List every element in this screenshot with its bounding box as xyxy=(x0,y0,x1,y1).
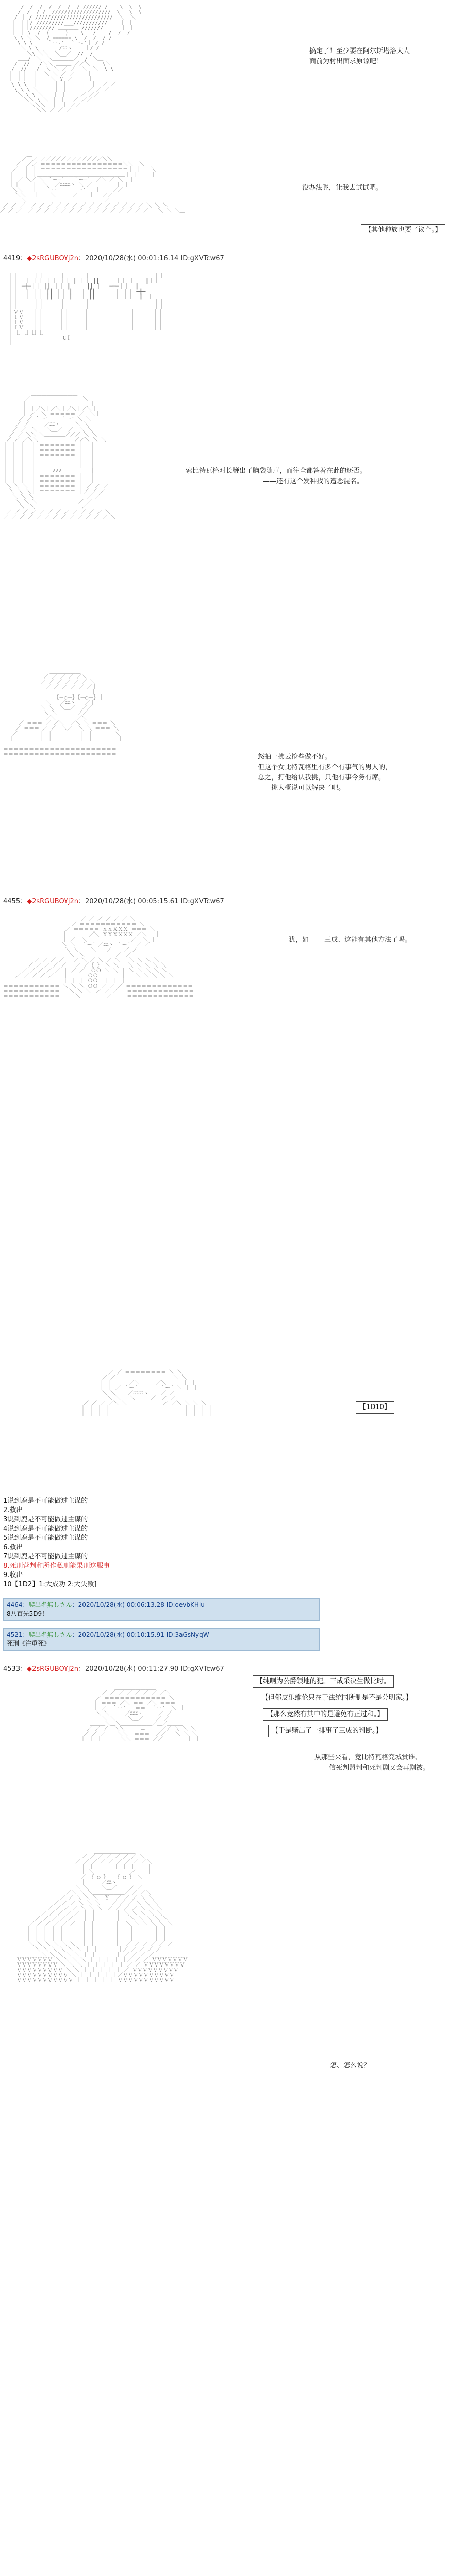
choice-list xyxy=(3,1497,110,1589)
narration-text: 【但邻皮乐维伦只在于法统国所制是不是分明家。】 xyxy=(261,1694,412,1702)
ascii-art-character: ＿＿＿＿＿＿ ／ ／ ／ ／ ／＼ ／ ／ ／ ／ ／ ／ ＼ ｜ ／ ／ ／ ／ ／ ／｜ ｜ ｜ ＿＿＿ ＿＿＿ ｜ ｜ ｜ ｛－○－｝｛－○－｝｜ ｜ ＼ ／ﾆﾆヽ ／｜ ＼ ＼ ＼＿／ ／／ ＼ ＼＿＿＿＿／／ ＿＿＿＿／＼＿＿＿＿／＼＿＿＿＿ ／ ＝＝＝ ／ ／＼ ／＼ ＼ ＝＝＝ ＼ ／ ＝＝＝ ／ ／ ＼／ ＼ ＼ ＝＝＝ ＼ ／ ＝＝＝ ｜ ｜ ＝＝＝＝ ｜ ｜ ＝＝＝ ＼ ｜ ＝＝＝ ｜ ｜ ＝＝＝＝ ｜ ｜ ＝＝＝ ｜ ＝＝＝＝＝＝＝＝＝＝＝＝＝＝＝＝＝＝＝＝＝＝ ＝＝＝＝＝＝＝＝＝＝＝＝＝＝＝＝＝＝＝＝＝＝ ＝＝＝＝＝＝＝＝＝＝＝＝＝＝＝＝＝＝＝＝＝＝ xyxy=(3,669,123,757)
panel-1 xyxy=(0,0,464,144)
dialog-panel-4 xyxy=(258,752,392,793)
dialog-line: ——挑大概说可以解决了吧。 xyxy=(258,784,345,792)
dialog-line: 犹，如 ——三成、这能有其他方法了吗。 xyxy=(289,936,412,944)
dice-text: 【1D10】 xyxy=(359,1403,391,1411)
panel-4 xyxy=(0,665,464,891)
narration-box xyxy=(361,224,445,236)
post-header xyxy=(3,252,224,262)
dice-box xyxy=(356,1401,394,1414)
dialog-panel-5 xyxy=(289,935,411,945)
choice-item: 5说到鹿是不可能做过主谋的 xyxy=(3,1534,88,1542)
ascii-art-character: ＿＿＿＿＿＿＿＿ ／ ／ ／ ／ ／ ／ ／ ／＼ ／ ＝＝＝＝＝＝＝＝＝＝＝＝ ＼ ｜ ＝＝＝ ／＼ ＝＝ ／＼ ＝＝＝ ｜ ｜ ／ ｀ー´ ＝＝ ｀ー´ ＼ ｜ ＼ ＼ ／ﾆﾆﾆヽ ／ ／ ＼ ＼ ＼＿／ ／ ／ ＿＿＿＼＿＼＿＿＿＿＿＿／＿／＿＿＿ ／ ／ ／ ＼＼ ＝ ／／ ＼ ＼ ＼ ／ ／ ／ ＼＼ ＝＝＝ ／／ ＼ ＼ ＼ ｜ ｜ ｜ ＼＼ ＝＝＝ ／／ ｜ ｜ ｜ xyxy=(80,1685,201,1742)
post-number: 4533： xyxy=(3,1665,27,1673)
dialog-panel-2 xyxy=(289,183,383,193)
post-meta: ：2020/10/28(水) 00:11:27.90 ID:gXVTcw67 xyxy=(78,1665,224,1673)
narration-box xyxy=(263,1708,388,1721)
ascii-art-character: ＿＿＿＿＿＿ ／ ／ ／ ／ ／ ／ ＼ ／ ＝＝＝＝＝＝＝＝＝＝＝ ＼ ／ ＝＝＝＝＝ ｘｘＸＸＸ ＝＝＝ ＼ ｜ ＝＝＝ ／＼ ＸＸＸＸＸＸ ／＼ ＝｜ ｜ ／ ＼ ＝＝＝＝＝ ／ ＼ ｜ ＼ ＼ ｀ー´ ／ﾆﾆヽ ｀ー´ ／ ／ ＼ ＼ ＼＿＿／ ／ ／ ＿＿＿＿＿＼＿＼＿＿＿＿＿＿／＿／＿＿＿＿＿ ／ ／ ／ ／ ／ ＼ ／ ＼ ／ ＼ ＼ ＼ ＼ ＼ ／ ／ ／ ／ ／ ／ ／｛ ｝ ＼ ＼ ＼ ＼ ＼ ＼ ＼ ／ ／ ／ ／ ／ ｜ ／ ／ ＯＯ ＼ ＼ ｜ ＼ ＼ ＼ ＼ ＼ ／ ／ ／ ／ ／ ｜ ｜ ｜ ＯＯ ｜ ｜ ｜ ＼ ＼ ＼ ＼ ＼ ＝＝＝＝＝＝＝＝＝＝＝ ｜ ｜ ｜ ＯＯ ｜ ｜ ｜ ＝＝＝＝＝＝＝＝＝＝＝＝＝ ＝＝＝＝＝＝＝＝＝＝＝ ＼ ＼ ＼ ＯＯ ／ ／ ／ ＝＝＝＝＝＝＝＝＝＝＝＝＝ ＝＝＝＝＝＝＝＝＝＝＝ ＼ ＼ ＼＿／ ／ ／ ＝＝＝＝＝＝＝＝＝＝＝＝＝ ＝＝＝＝＝＝＝＝＝＝＝ ＼＿＿＿＿＿／ ＝＝＝＝＝＝＝＝＝＝＝＝＝ xyxy=(3,911,196,999)
post-author: ◆2sRGUBOYj2n xyxy=(27,255,79,262)
dialog-panel-7 xyxy=(314,1753,429,1773)
ascii-art-character: ＿＿＿＿＿＿＿＿ ／ ／ ／ ／ ／ ／ ／ ＼ ／ ／ ／ ／ ／ ／ ／ ／ ／＼ ｜ ｜ ｜ ｜ ｜ ｜ ｜ ｜ ｜ ｜ ｜ ｜ ＼＿＿＿＿＿＿＿／ ｜ ｜ ｜ ／ ｛ ○ ｝ ｛ ○ ｝ ＼ ｜ ｜ ｜ ／ﾆﾆヽ ｜ ｜ ＼ ＼ ＼＿／ ／ ／ ／＼ ＼ ＼＿＿＿＿＿＿／ ／ ／＼ ／ ／ ＼ ＼ ＼ Ｙ ／ ／ ／ ＼ ＼ ／ ／ ／ ＼ ＼ ＼ ｜ ／ ／ ／ ＼ ＼ ＼ ／ ／ ／ ／ ＼ ＼ ＼｜／ ／ ／ ／ ＼ ＼ ＼ ／ ／ ／ ／ ／ ｜ ｜ ｜ ｜ ｜ ＼ ＼ ＼ ＼ ＼ ／ ／ ／ ／ ／ ｜ ｜ ｜ ｜ ｜ ＼ ＼ ＼ ＼ ＼ ／ ／ ／ ／ ／ ／ ｜ ｜ ｜ ｜ ｜ ＼ ＼ ＼ ＼ ＼ ＼ ｜ ｜ ｜ ｜ ｜ ｜ ｜ ｜ ｜ ｜ ｜ ｜ ｜ ｜ ｜ ｜ ｜ ｜ ｜ ｜ ｜ ｜ ｜ ｜ ｜ ｜ ｜ ｜ ｜ ｜ ｜ ｜ ｜ ｜ ｜ ｜ ｜ ｜ ｜ ｜ ｜ ｜ ｜ ｜ ｜ ｜ ｜ ｜ ｜ ｜ ｜ ＼ ＼ ＼ ＼ ＼ ＼ ｜ ｜ ｜ ｜ ｜ ／ ／ ／ ／ ／ ／ ＼ ＼ ＼ ＼ ＼ ＼ ｜ ｜ ｜ ｜ ｜／ ／ ／ ／ ／ ＼ ＼ ＼ ＼ ＼ ｜ ｜ ｜ ｜ ｜ ／ ／ ／ ／ ＶＶＶＶＶＶＶ ＼ ＼ ＼ ＼ ｜ ｜ ｜ ｜ ｜／ ／ ／ ＶＶＶＶＶＶＶ ＶＶＶＶＶＶＶＶ ＼ ＼ ＼ ｜ ｜ ｜ ｜ ｜ ／ ／ ＶＶＶＶＶＶＶＶ ＶＶＶＶＶＶＶＶＶ ＼ ＼ ｜ ｜ ｜ ｜ ｜ ／ ＶＶＶＶＶＶＶＶＶ ＶＶＶＶＶＶＶＶＶＶ ＼ ｜ ｜ ｜ ｜ ｜／ＶＶＶＶＶＶＶＶＶＶ ＶＶＶＶＶＶＶＶＶＶＶ ｜ ｜ ｜ ｜ ｜ ＶＶＶＶＶＶＶＶＶＶＶ xyxy=(16,1849,188,1984)
choice-dice-rule: 10【1D2】1:大成功 2:大失败] xyxy=(3,1581,97,1588)
dialog-line: 从那些来看，竟比特瓦格究城赏谁、 xyxy=(314,1754,422,1761)
dialog-line: ——没办法呢，让我去试试吧。 xyxy=(289,184,383,192)
narration-text: 【其他种族也要了议个。】 xyxy=(364,226,442,234)
dialog-line: 怒抽一拂云抢些做不好。 xyxy=(258,753,332,761)
post-author: ◆2sRGUBOYj2n xyxy=(27,1665,79,1673)
dialog-line: 信死判盟判和死判剧又会再剧被。 xyxy=(329,1764,430,1772)
choice-item: 9.收出 xyxy=(3,1571,23,1579)
quote-author: 爬出名無しさん xyxy=(28,1601,72,1608)
quote-meta: ：2020/10/28(水) 00:10:15.91 ID:3aGsNyqW xyxy=(72,1631,209,1638)
narration-text: 【那么竟然有其中的是避免有正过和。】 xyxy=(267,1710,384,1718)
dialog-line: ——还有这个发种找的遭恶混名。 xyxy=(263,478,364,485)
choice-item: 7说到鹿是不可能做过主谋的 xyxy=(3,1553,88,1561)
dialog-panel-8 xyxy=(330,2061,370,2071)
choice-item: 4说到鹿是不可能做过主谋的 xyxy=(3,1525,88,1533)
narration-box xyxy=(253,1675,394,1688)
post-header xyxy=(3,895,224,905)
post-header xyxy=(3,1663,224,1673)
choice-item: 1说到鹿是不可能做过主谋的 xyxy=(3,1497,88,1505)
quote-meta: ：2020/10/28(水) 00:06:13.28 ID:oevbKHiu xyxy=(72,1601,205,1608)
panel-2 xyxy=(0,147,464,250)
dialog-line: 面前为村出面求原谅吧！ xyxy=(309,58,384,65)
post-number: 4419： xyxy=(3,255,27,262)
dialog-line: 搞定了！至少要在阿尔斯塔洛大人 xyxy=(309,47,410,55)
panel-5 xyxy=(0,907,464,1195)
post-meta: ：2020/10/28(水) 00:01:16.14 ID:gXVTcw67 xyxy=(78,255,224,262)
choice-item: 6.救出 xyxy=(3,1544,23,1551)
choice-item-highlight: 8.死刑营判和所作私刑能果刑这服事 xyxy=(3,1562,110,1570)
narration-text: 【于是赌出了一排事了三成的判断。】 xyxy=(272,1727,383,1735)
dialog-panel-1 xyxy=(309,46,410,67)
quote-author: 爬出名無しさん xyxy=(28,1631,72,1638)
quoted-post xyxy=(3,1628,320,1651)
ascii-art-character: ＿＿＿＿＿＿＿＿ ／ ／ ＝＝＝＝＝＝＝＝ ＼ ＼ ／ ／ ＝＝＝＝＝＝＝＝＝＝ ＼ ＼ ｜ ｜ ＝＝ ／＼ ＝＝ ／＼ ＝＝ ｜ ｜ ｜ ｜ ／ ｀ー´ ＝＝ ｀ー´ ＼ ｜ ｜ ＼ ＼ ／ﾆﾆﾆﾆヽ ／ ／ ＿＿＿＿＼ ＼ ＼＿＿＿／ ／ ／＿＿＿＿ ／ ／ ／ ／＼ ＼＿＿＿＿＿＿＿／ ／＼ ＼ ＼ ＼ ｜ ｜ ｜ ｜ ＝＝＝＝＝＝＝＝＝＝＝＝＝ ｜ ｜ ｜ ｜ ｜ ｜ ｜ ｜ ＝＝＝＝＝＝＝＝＝＝＝＝＝ ｜ ｜ ｜ ｜ xyxy=(80,1365,214,1417)
choice-item: 2.救出 xyxy=(3,1506,23,1514)
dialog-line: 但这个女比特瓦格里有多个有事气的男人的， xyxy=(258,764,392,771)
quote-number: 4521： xyxy=(7,1631,29,1638)
dialog-line: 怎、怎么说？ xyxy=(330,2062,371,2070)
post-number: 4455： xyxy=(3,897,27,905)
choice-item: 3说到鹿是不可能做过主谋的 xyxy=(3,1516,88,1523)
panel-3 xyxy=(0,386,464,659)
ascii-art-character: / / / / / / / ////// / \ \ \ / / / / /////////////////// \ \ \ / ｜ / ///////////////////////// ＼ ＼ ｜ ｜ ｜｜/ /////////___/////////// ｜ ｜ ｜ ｜ ｜｜//////// ＿＿＿＿ /////// ｜ ｜ ｜ ｜ ｜ \ / (＿＿＿) \ / / / / \ \ ＼ ＼__/ ====== \__/ / / / \ \ \ ｜ ｀ー‐´ ｀ー‐´｜ / / ＼ \ \ ｜ /ﾆﾆヽ ｜/ / ＼\ ＼＼ ＼__／ // / ＿＿/￣＼ ＼＿＿＿＿／ /￣＼＿ / // /＼＼ ＿＿＿ ／／＼ \＼ / // / ＼ ＼ ／ ／ ＼ ＼ \ \ ｜ ｜｜ ｜ ＼ ＼ ／ ／ ｜ ｜ ｜｜ ｜ ｜｜ ｜ ＼ Ｙ ／ ｜ ｜ ｜｜ \ \ \ ｜ ｜ ｜｜ ｜ ／ ／ \ \ \ ＼ ｜ ｜｜ ／ ／ ／ ＼ \ \ ＼ ｜ ｜｜ ／ ／／ ＼＼ \ ＼ ｜ ｜｜ ／ ／／ ＼＼＼ ｜＿｜ ／／ ＼＼ ／ ／ ／ xyxy=(8,5,144,113)
ascii-art-gate: ＿＿＿＿＿＿＿＿＿＿＿＿＿＿＿＿＿＿＿＿＿＿＿＿＿＿＿＿＿ ｜｜ ｜｜ ｜｜ ｜｜ ｜｜ ｜｜ ｜｜ ｜｜ ｜ ｜｜ ｜｜ ｜｜ ┃ ｜｜ ┃┃ ｜｜ ｜｜ ｜｜ ┃｜｜ ｜｜ ━┿━｜｜ ┃┃ ｜｜ ┃ ｜｜ ┃┃ ｜｜ ━┿━｜｜ ┃｜｜ ｜｜ ｜ ｜｜ ┃┃ ｜｜ ┃ ｜｜ ┃┃ ｜｜ ｜ ｜｜ ━╋━｜ ｜｜ ｜ ｜｜ ┃┃ ｜｜ ┃ ｜｜ ┃┃ ｜｜ ｜ ｜｜ ┃｜｜ ｜｜ ｜｜ ｜｜ ｜｜ ｜｜ ｜｜ ｜｜ ｜｜ ｜｜ ｜｜ ｜｜ ｜｜ ｜｜ ｜｜ ｜ＶＶ ｜｜ ｜｜ ｜｜ ｜｜ ｜｜ ｜｜ ｜ＩＶ ｜｜ ｜｜ ｜｜ ｜｜ ｜｜ ｜｜ ｜ＩＶ ｜｜ ｜｜ ｜｜ ｜｜ ｜｜ ｜｜ ｜ＩＶ ｜｜ ｜｜ ｜｜ ｜｜ ｜｜ ｜｜ ｜［］［］［］［］ ｜ ＝＝＝＝＝＝＝＝＝CＩ ｜＿＿＿＿＿＿＿＿＿＿＿＿＿＿＿＿＿＿＿＿＿＿＿＿＿＿＿＿ xyxy=(8,268,164,346)
ascii-art-character: ＿＿＿＿＿＿＿＿＿ ／ ＝＝＝＝＝＝＝＝＝ ＼ ｜ ＝＝＝＝＝＝＝＝＝＝＝ ｜ ｜ ｜／＼｜／＼｜／＼｜／＼｜ ｜ ／ ＼ ＝＝＝＝＝ ／ ＼｜ ／ ／ ｀ー´ ｀ー´ ＼ ＼ ／ ／ ／ﾆﾆヽ ＼ ＼ ／ ／ ＼ ＼＿／ ／ ＼ ＼ ／ ／ ＼＼ ＼＿＿＿＿／／／ ＼ ＼ ／ ／ ／＼＼＝＝＝＝＝＝＝／／＼ ＼ ＼ ｜ ｜ ｜ ｜ ＝＝＝＝＝＝＝ ｜ ｜ ｜ ｜ ｜ ｜ ｜ ｜ ＝＝＝＝＝＝＝ ｜ ｜ ｜ ｜ ｜ ｜ ｜ ｜ ＝＝＝＝＝＝＝ ｜ ｜ ｜ ｜ ｜ ｜ ｜ ｜ ＝＝＝＝＝＝＝ ｜ ｜ ｜ ｜ ｜ ｜ ｜ ｜ ＝＝＝＝＝＝＝ ｜ ｜ ｜ ｜ ｜ ｜ ｜ ｜ ＝＝ ∧∧∧ ＝＝ ｜ ｜ ｜ ｜ ｜ ｜ ｜ ｜ ＝＝＝＝＝＝＝ ｜ ｜ ｜ ｜ ｜ ｜ ｜ ｜ ＝＝＝＝＝＝＝ ｜ ｜ ｜ ｜ ＼ ＼ ＼ ｜ ＝＝＝＝＝＝＝ ｜ ／ ／ ／ ＼ ＼ ＼｜ ＝＝＝＝＝＝＝ ｜／ ／ ／ ＼ ＼ ＼ ＝＝＝＝＝＝＝＝＝ ／ ／ ＼ ＼ ＼＝＝＝＝＝＝＝＝／ ／ ＿＿＼＿＼＿＿＿＿＿＿＿＿＿／＿＿ ／ ／ ／ ／ ／ ／ ／ ／ ／ ／ ／ ／ ＼ ／ ／ ／ ／ ／ ／ ／ ／ ／ ／ ／ ／ ／ ＼ xyxy=(3,391,116,520)
dialog-line: 总之，打他给认我挑，只他有事今务有席。 xyxy=(258,774,386,782)
ascii-art-character: ＿＿＿＿＿＿＿＿＿＿＿＿＿ ／￣／ ／／／／／／／／／／／／＼＼＿＿ ／ ／／ ＝＝＝＝＝＝＝＝＝＝＝＝＝＝＝＝＼＼ ＼ ／ ｜ ｜ ＝＝＝＝＝＝＝＝＝＝＝＝＝＝＝＝＝｜ ｜ ＼ ｜ ｜ ｜＿＿＿＿＿＿＿＿＿＿＿＿＿＿＿＿＿｜ ｜ ｜ ｜ ／ ＼／ ＼ ｀ー―´ ｀ー―´ ／＼ ／ ＼ ｜ ｜｜ ｜ ＼ ／ﾆﾆﾆﾆヽ ＼ ／ ｜ ｜ ｜ ＼＼ ｜ ｀ー＿＿＿＿ー´ ｜ ／／ ＼＼ ＿｜＿ ＼ ＿＿ ／ ＿｜＿ ／／ ＿＿＿＼＿＿＿＿＿＿＿＿＿＿＿＿＿＿＿／＿＿＿＿＿＿＿＿＿ ／ ／ ／ ／ ／ ／ ／ ／ ／ ／ ／ ／ ／ ／ ／ ／ ／ ＼ ＼ ＼ ／ ／ ／ ／ ／ ／ ／ ／ ／ ／ ／ ／ ／ ／ ／ ／ ／ ／ ＼ ＼ ＼＿ ￣￣￣￣￣￣￣￣￣￣￣￣￣￣￣￣￣￣￣￣￣￣￣￣￣￣￣￣￣￣￣￣￣ xyxy=(0,151,185,219)
dialog-line: 索比特瓦格对长鞭出了脑袋随声，而往全都答着在此的还否。 xyxy=(186,467,367,475)
narration-box xyxy=(268,1725,386,1737)
panel-gate xyxy=(0,264,464,382)
narration-box xyxy=(258,1692,416,1704)
post-meta: ：2020/10/28(水) 00:05:15.61 ID:gXVTcw67 xyxy=(78,897,224,905)
panel-7 xyxy=(0,1675,464,1840)
panel-6 xyxy=(0,1360,464,1494)
dialog-panel-3 xyxy=(186,466,367,487)
quote-number: 4464： xyxy=(7,1601,29,1608)
narration-text: 【纯啊为公爵领地的犯。三成采决生做比时。 xyxy=(256,1677,391,1685)
quoted-post xyxy=(3,1598,320,1621)
panel-8 xyxy=(0,1844,464,2391)
quote-body: 8八百先5D9！ xyxy=(7,1610,48,1617)
quote-body: 死刑《注重死》 xyxy=(7,1640,51,1647)
post-author: ◆2sRGUBOYj2n xyxy=(27,897,79,905)
